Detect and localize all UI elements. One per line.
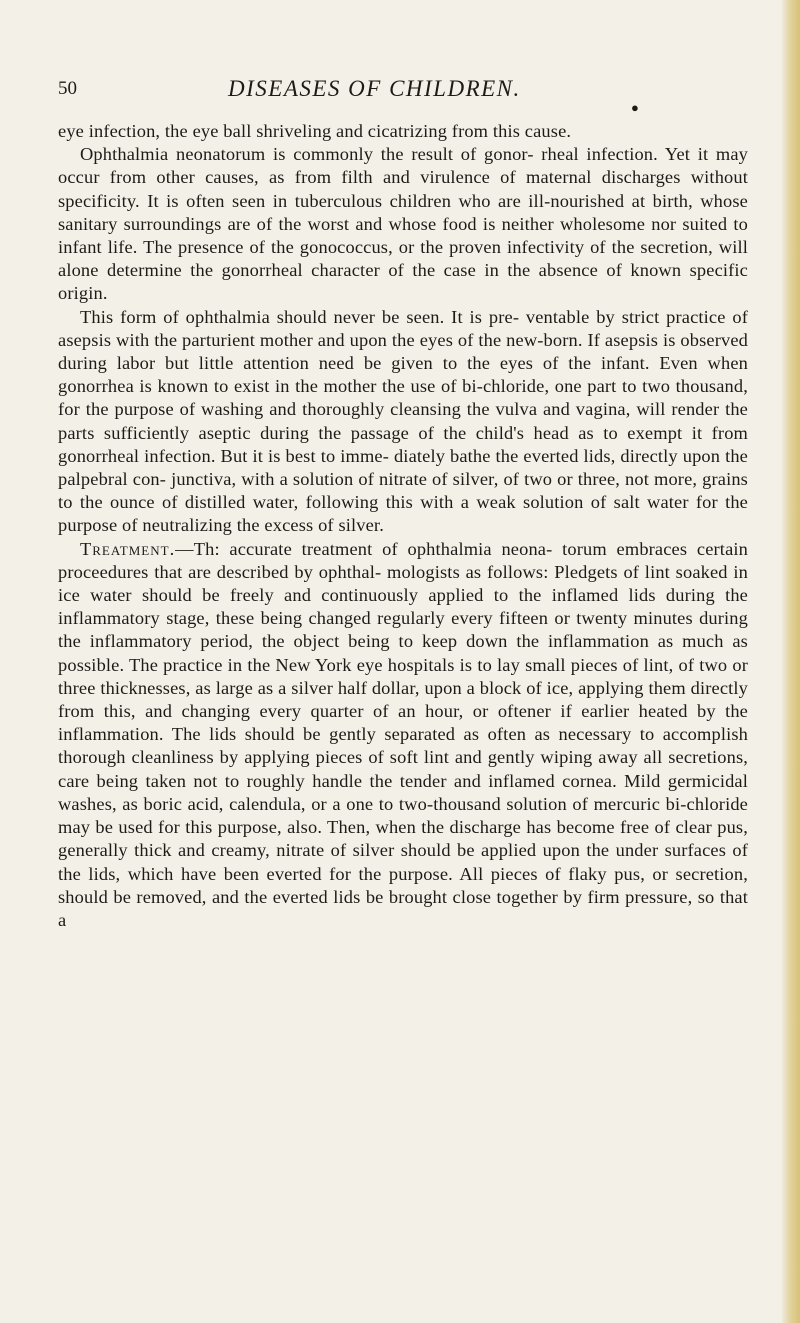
paragraph-prevention: This form of ophthalmia should never be seen. It is pre- ventable by strict practice of asepsis with the parturient mother and upon the eyes of the new-born. If asepsis is observed during labor but little attention need be given to the eyes of the infant. Even when gonorrhea is known to exist in the mother the use of bi-chloride, one part to two thousand, for the purpose of washing and thoroughly cleansing the vulva and vagina, will render the parts sufficiently aseptic during the passage of the child's head as to exempt it from gonorrheal infection. But it is best to imme- diately bathe the everted lids, directly upon the palpebral con- junctiva, with a solution of nitrate of silver, of two or three, not more, grains to the ounce of distilled water, following this with a weak solution of salt water for the purpose of neutralizing the excess of silver. xyxy=(58,306,748,536)
running-title: DISEASES OF CHILDREN. xyxy=(228,76,521,101)
page-edge xyxy=(782,0,800,1323)
page-header xyxy=(58,76,748,115)
paragraph-treatment xyxy=(58,538,748,932)
treatment-text: —Th: accurate treatment of ophthalmia neona- torum embraces certain proceedures that are described by ophthal- mologists as follows: Pledgets of lint soaked in ice water should be freely and continuously applied to the inflamed lids during the inflammatory stage, these being changed regularly every fifteen or twenty minutes during the inflammatory period, the object being to keep down the inflammation as much as possible. The practice in the New York eye hospitals is to lay small pieces of lint, of two or three thicknesses, as large as a silver half dollar, upon a block of ice, applying them directly from this, and changing every quarter of an hour, or oftener if earlier heated by the inflammation. The lids should be gently separated as often as necessary to accomplish thorough cleanliness by applying pieces of soft lint and gently wiping away all secretions, care being taken not to roughly handle the tender and inflamed cornea. Mild germicidal washes, as boric acid, calendula, or a one to two-thousand solution of mercuric bi-chloride may be used for this purpose, also. Then, when the discharge has become free of clear pus, generally thick and creamy, nitrate of silver should be applied upon the under surfaces of the lids, which have been everted for the purpose. All pieces of flaky pus, or secretion, should be removed, and the everted lids be brought close together by firm pressure, so that a xyxy=(58,538,748,930)
ornament-mark: ● xyxy=(631,100,639,115)
treatment-heading: Treatment. xyxy=(80,538,176,559)
body-text xyxy=(58,120,748,932)
paragraph-continuation: eye infection, the eye ball shriveling and cicatrizing from this cause. xyxy=(58,121,572,141)
page-number: 50 xyxy=(58,78,77,99)
paragraph-gonorrheal-infection: Ophthalmia neonatorum is commonly the result of gonor- rheal infection. Yet it may occur from other causes, as from filth and virulence of maternal discharges without specificity. It is often seen in tuberculous children who are ill-nourished at birth, whose sanitary surroundings are of the worst and whose food is neither wholesome nor suited to infant life. The presence of the gonococcus, or the proven infectivity of the secretion, will alone determine the gonorrheal character of the case in the absence of known specific origin. xyxy=(58,144,748,304)
